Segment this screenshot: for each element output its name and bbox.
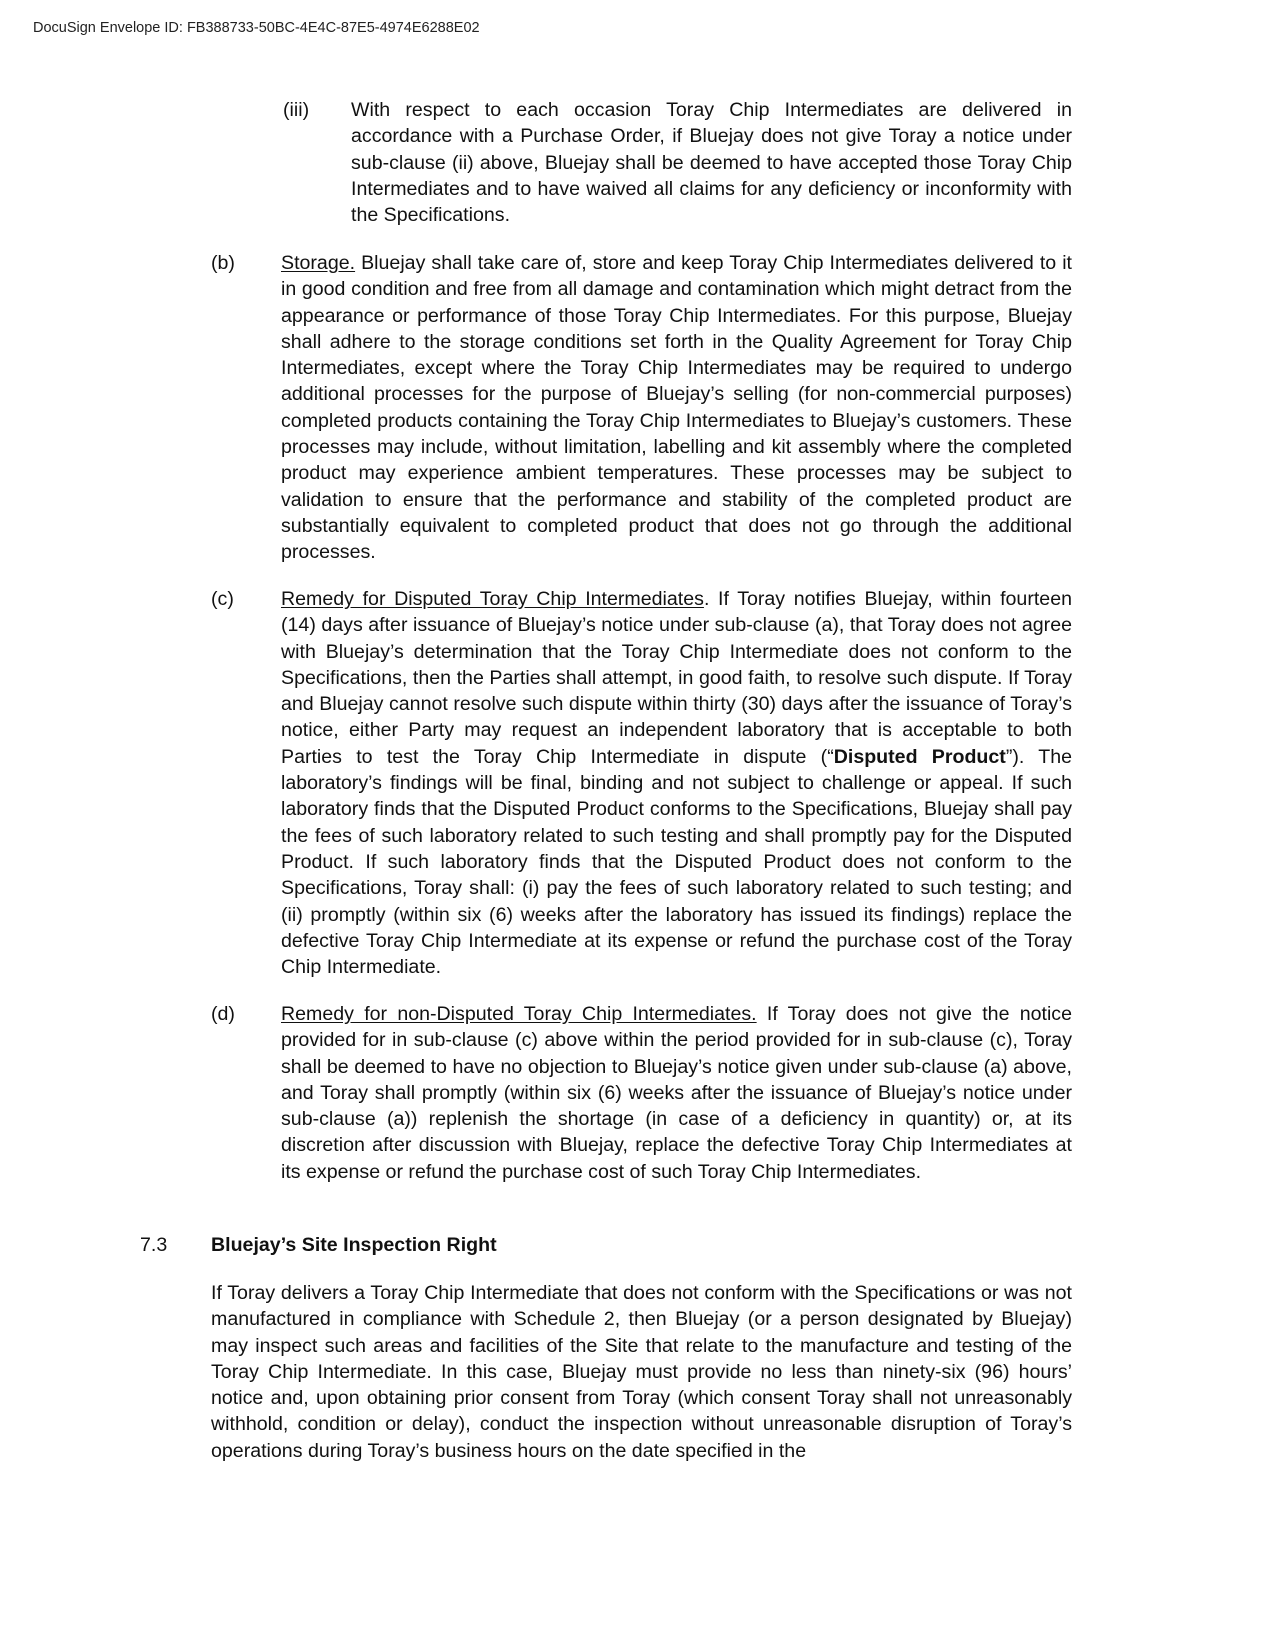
clause-b-paragraph (281, 250, 1072, 566)
clause-iii-text: With respect to each occasion Toray Chip Intermediates are delivered in accordance with a Purchase Order, if Bluejay does not give Toray a notice under sub-clause (ii) above, Bluejay shall be deemed to have accepted those Toray Chip Intermediates and to have waived all claims for any deficiency or inconformity with the Specifications. (351, 99, 1072, 227)
clause-c-defined-term: Disputed Product (833, 745, 1006, 768)
clause-b-label: (b) (211, 252, 235, 274)
clause-c-title: Remedy for Disputed Toray Chip Intermediates (281, 588, 704, 610)
section-7-3-number: 7.3 (140, 1234, 168, 1256)
section-7-3-heading: Bluejay’s Site Inspection Right (211, 1234, 497, 1256)
clause-c-label: (c) (211, 588, 234, 610)
clause-d-text: If Toray does not give the notice provided for in sub-clause (c) above within the period provided for in sub-clause (c), Toray shall be deemed to have no objection to Bluejay’s notice given under sub-clause (a) above, and Toray shall promptly (within six (6) weeks after the issuance of Bluejay’s notice under sub-clause (a)) replenish the shortage (in case of a deficiency in quantity) or, at its discretion after discussion with Bluejay, replace the defective Toray Chip Intermediates at its expense or refund the purchase cost of such Toray Chip Intermediates. (281, 1003, 1072, 1183)
section-7-3-text: If Toray delivers a Toray Chip Intermediate that does not conform with the Specifications or was not manufactured in compliance with Schedule 2, then Bluejay (or a person designated by Bluejay) may inspect such areas and facilities of the Site that relate to the manufacture and testing of the Toray Chip Intermediate. In this case, Bluejay must provide no less than ninety-six (96) hours’ notice and, upon obtaining prior consent from Toray (which consent Toray shall not unreasonably withhold, condition or delay), conduct the inspection without unreasonable disruption of Toray’s operations during Toray’s business hours on the date specified in the (211, 1282, 1072, 1462)
clause-c-text-1: . If Toray notifies Bluejay, within fourteen (14) days after issuance of Bluejay’s notice under sub-clause (a), that Toray does not agree with Bluejay’s determination that the Toray Chip Intermediate does not conform to the Specifications, then the Parties shall attempt, in good faith, to resolve such dispute. If Toray and Bluejay cannot resolve such dispute within thirty (30) days after the issuance of Toray’s notice, either Party may request an independent laboratory that is acceptable to both Parties to test the Toray Chip Intermediate in dispute (“ (281, 588, 1072, 768)
clause-d-paragraph (281, 1001, 1072, 1185)
clause-b-title: Storage. (281, 252, 356, 274)
clause-d-label: (d) (211, 1003, 235, 1025)
clause-c-paragraph (281, 586, 1072, 980)
envelope-id: DocuSign Envelope ID: FB388733-50BC-4E4C-87E5-4974E6288E02 (33, 20, 480, 36)
clause-b-text: Bluejay shall take care of, store and keep Toray Chip Intermediates delivered to it in good condition and free from all damage and contamination which might detract from the appearance or performance of those Toray Chip Intermediates. For this purpose, Bluejay shall adhere to the storage conditions set forth in the Quality Agreement for Toray Chip Intermediates, except where the Toray Chip Intermediates may be required to undergo additional processes for the purpose of Bluejay’s selling (for non-commercial purposes) completed products containing the Toray Chip Intermediates to Bluejay’s customers. These processes may include, without limitation, labelling and kit assembly where the completed product may experience ambient temperatures. These processes may be subject to validation to ensure that the performance and stability of the completed product are substantially equivalent to completed product that does not go through the additional processes. (281, 252, 1072, 564)
clause-c-text-2: ”). The laboratory’s findings will be final, binding and not subject to challenge or appeal. If such laboratory finds that the Disputed Product conforms to the Specifications, Bluejay shall pay the fees of such laboratory related to such testing and shall promptly pay for the Disputed Product. If such laboratory finds that the Disputed Product does not conform to the Specifications, Toray shall: (i) pay the fees of such laboratory related to such testing; and (ii) promptly (within six (6) weeks after the laboratory has issued its findings) replace the defective Toray Chip Intermediate at its expense or refund the purchase cost of the Toray Chip Intermediate. (281, 745, 1072, 979)
clause-iii-label: (iii) (283, 99, 310, 121)
clause-d-title: Remedy for non-Disputed Toray Chip Intermediates. (281, 1003, 757, 1025)
